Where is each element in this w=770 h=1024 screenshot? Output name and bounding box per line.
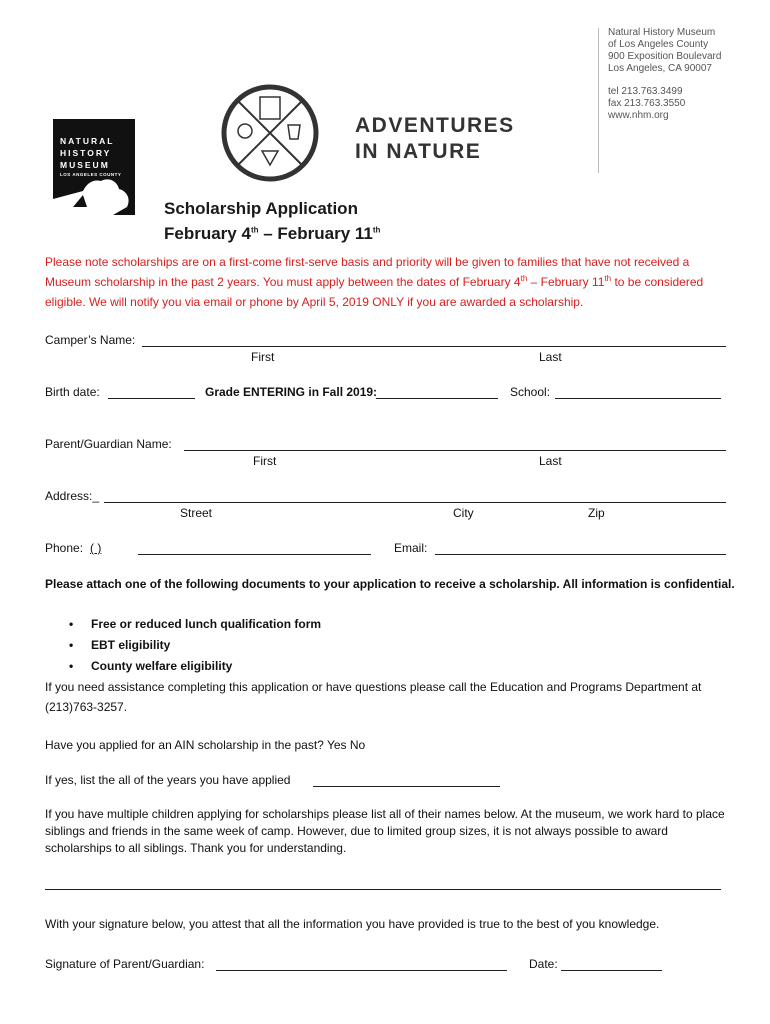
signature-label: Signature of Parent/Guardian: (45, 957, 205, 971)
years-applied-field[interactable] (313, 786, 500, 787)
street-caption: Street (180, 506, 213, 520)
tree-silhouette-icon (53, 119, 135, 215)
museum-contact: tel 213.763.3499 fax 213.763.3550 www.nhm.org (608, 86, 686, 121)
signature-field[interactable] (216, 970, 507, 971)
documents-intro: Please attach one of the following documents to your application to receive a scholarship. All information is confidential. (45, 577, 735, 591)
address-field[interactable] (104, 502, 726, 503)
parent-last-caption: Last (539, 454, 562, 468)
parent-name-field[interactable] (184, 450, 726, 451)
date-label: Date: (529, 957, 558, 971)
date-field[interactable] (561, 970, 662, 971)
document-item: • County welfare eligibility (91, 659, 232, 673)
program-title: ADVENTURES IN NATURE (355, 114, 515, 163)
camper-name-label: Camper’s Name: (45, 333, 136, 347)
school-label: School: (510, 385, 551, 399)
date-range: February 4th – February 11th (164, 224, 381, 243)
header-divider (598, 28, 599, 173)
camper-name-field[interactable] (142, 346, 726, 347)
assistance-text: If you need assistance completing this application or have questions please call the Education and Programs Department at (213)763-3257. (45, 680, 702, 714)
zip-caption: Zip (588, 506, 605, 520)
parent-name-label: Parent/Guardian Name: (45, 437, 172, 451)
city-caption: City (453, 506, 474, 520)
birth-date-label: Birth date: (45, 385, 100, 399)
birth-date-field[interactable] (108, 398, 195, 399)
camper-last-caption: Last (539, 350, 562, 364)
museum-logo-text: NATURAL HISTORY MUSEUM LOS ANGELES COUNTY (60, 136, 122, 177)
museum-address: Natural History Museum of Los Angeles County 900 Exposition Boulevard Los Angeles, CA 90007 (608, 27, 722, 74)
document-item: • Free or reduced lunch qualification form (91, 617, 321, 631)
phone-label: Phone: (45, 541, 84, 555)
attestation-text: With your signature below, you attest that all the information you have provided is true to the best of you knowledge. (45, 917, 660, 931)
sibling-names-field[interactable] (45, 889, 721, 890)
email-label: Email: (394, 541, 428, 555)
eligibility-notice: Please note scholarships are on a first-come first-serve basis and priority will be given to families that have not received a Museum scholarship in the past 2 years. You must apply between the dates of February 4th – February 11th to be considered eligible. We will notify you via email or phone by April 5, 2019 ONLY if you are awarded a scholarship. (45, 255, 704, 309)
siblings-text: If you have multiple children applying for scholarships please list all of their names below. At the museum, we work hard to place siblings and friends in the same week of camp. However, due to limited group sizes, it is not always possible to award scholarships to all siblings. Thank you for understanding. (45, 807, 725, 855)
adventures-emblem-icon (220, 83, 320, 183)
museum-logo (53, 119, 135, 215)
page-title: Scholarship Application February 4th – February 11th (164, 196, 380, 246)
grade-field[interactable] (376, 398, 498, 399)
grade-label: Grade ENTERING in Fall 2019: (205, 385, 378, 399)
years-applied-label: If yes, list the all of the years you have applied (45, 773, 291, 787)
email-field[interactable] (435, 554, 726, 555)
applied-before-question: Have you applied for an AIN scholarship in the past? Yes No (45, 738, 366, 752)
parent-first-caption: First (253, 454, 277, 468)
phone-field[interactable] (138, 554, 371, 555)
phone-area-code[interactable]: ( ) (90, 541, 102, 555)
address-label: Address:_ (45, 489, 100, 503)
school-field[interactable] (555, 398, 721, 399)
camper-first-caption: First (251, 350, 275, 364)
document-item: • EBT eligibility (91, 638, 170, 652)
